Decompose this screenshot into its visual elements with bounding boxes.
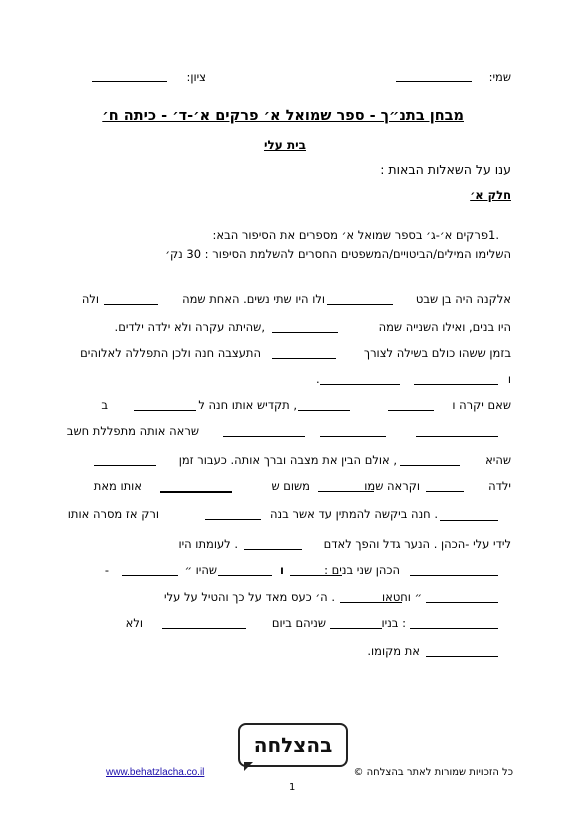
footer-link[interactable]: www.behatzlacha.co.il [106, 767, 205, 778]
story-text: הכהן שני בנים : [324, 563, 400, 577]
story-text: היו בנים, ואילו השנייה שמה [378, 320, 511, 334]
blank-field[interactable] [400, 465, 460, 466]
page-title: מבחן בתנ״ך - ספר שמואל א׳ פרקים א׳-ד׳ - כיתה ח׳ [102, 108, 464, 124]
blank-field[interactable] [134, 410, 196, 411]
story-text: ורק אז מסרה אותו [67, 507, 159, 521]
blank-field[interactable] [416, 436, 498, 437]
name-label: שמי: [488, 70, 511, 84]
blank-field[interactable] [414, 384, 498, 385]
blank-field[interactable] [218, 575, 272, 576]
story-text: אלקנה היה בן שבט [415, 292, 511, 306]
story-text: שהיא [485, 453, 511, 467]
story-text: ו [280, 563, 284, 577]
part-label: חלק א׳ [470, 188, 511, 202]
story-text: שהיו ״ [184, 563, 217, 577]
blank-field[interactable] [298, 410, 350, 411]
story-text: . ה׳ כעס מאד על כך והטיל על עלי [164, 590, 335, 604]
blank-field[interactable] [320, 436, 386, 437]
story-text: ו [507, 372, 511, 386]
footer-copyright: כל הזכויות שמורות לאתר בהצלחה © [353, 767, 513, 778]
blank-field[interactable] [330, 628, 382, 629]
blank-field[interactable] [244, 549, 302, 550]
blank-field[interactable] [104, 304, 158, 305]
story-text: : בניו [381, 616, 406, 630]
blank-field[interactable] [426, 602, 498, 603]
story-text: ולה [81, 292, 99, 306]
story-text: ב [101, 398, 108, 412]
blank-field[interactable] [426, 491, 464, 492]
blank-field[interactable] [327, 304, 393, 305]
story-text: לידי עלי -הכהן . הנער גדל והפך לאדם [323, 537, 511, 551]
section-subtitle: בית עלי [263, 138, 306, 152]
period: . [316, 372, 320, 386]
blank-field[interactable] [318, 491, 374, 492]
page-number: 1 [289, 782, 296, 793]
grade-field[interactable] [92, 81, 167, 82]
logo-speech-tail [244, 762, 253, 771]
blank-field[interactable] [160, 491, 232, 493]
blank-field[interactable] [410, 628, 498, 629]
story-text: שאם יקרה ו [452, 398, 511, 412]
blank-field[interactable] [94, 465, 156, 466]
grade-label: ציון: [186, 70, 206, 84]
story-text: התעצבה חנה ולכן התפללה לאלוהים [80, 346, 261, 360]
story-text: ״ וחטאו [382, 590, 422, 604]
logo [238, 723, 348, 767]
story-text: משום ש [271, 479, 310, 493]
blank-field[interactable] [162, 628, 246, 629]
blank-field[interactable] [388, 410, 434, 411]
story-text: וקראה שמו [364, 479, 420, 493]
story-text: ולו היו שתי נשים. האחת שמה [182, 292, 325, 306]
story-text: ולא [125, 616, 143, 630]
question-text: פרקים א׳-ג׳ בספר שמואל א׳ מספרים את הסיפור הבא: [212, 228, 488, 242]
question-subtext: השלימו המילים/הביטויים/המשפטים החסרים להשלמת הסיפור : 30 נק׳ [165, 247, 511, 261]
blank-field[interactable] [223, 436, 305, 437]
instructions: ענו על השאלות הבאות : [380, 162, 511, 177]
blank-field[interactable] [290, 575, 342, 576]
story-text: - [104, 563, 109, 577]
blank-field[interactable] [426, 656, 498, 657]
blank-field[interactable] [122, 575, 178, 576]
logo-text: בהצלחה [253, 733, 333, 757]
story-text: , אולם הבין את מצבה וברך אותה. כעבור זמן [178, 453, 397, 467]
story-text: שניהם ביום [271, 616, 326, 630]
story-text: ,שהיתה עקרה ולא ילדה ילדים. [114, 320, 265, 334]
story-text: , תקדיש אותו חנה ל [198, 398, 297, 412]
name-field[interactable] [396, 81, 472, 82]
question-number: 1. [488, 228, 499, 242]
blank-field[interactable] [272, 332, 338, 333]
story-text: . חנה ביקשה להמתין עד אשר בנה [270, 507, 438, 521]
story-text: אותו מאת [93, 479, 142, 493]
story-text: . לעומתו היו [178, 537, 238, 551]
blank-field[interactable] [340, 602, 402, 603]
blank-field[interactable] [205, 519, 261, 520]
blank-field[interactable] [440, 520, 498, 521]
story-text: שראה אותה מתפללת חשב [66, 424, 199, 438]
blank-field[interactable] [320, 384, 400, 385]
blank-field[interactable] [272, 358, 336, 359]
story-text: את מקומו. [367, 644, 420, 658]
story-text: ילדה [488, 479, 511, 493]
blank-field[interactable] [410, 575, 498, 576]
story-text: בזמן ששהו כולם בשילה לצורך [363, 346, 511, 360]
